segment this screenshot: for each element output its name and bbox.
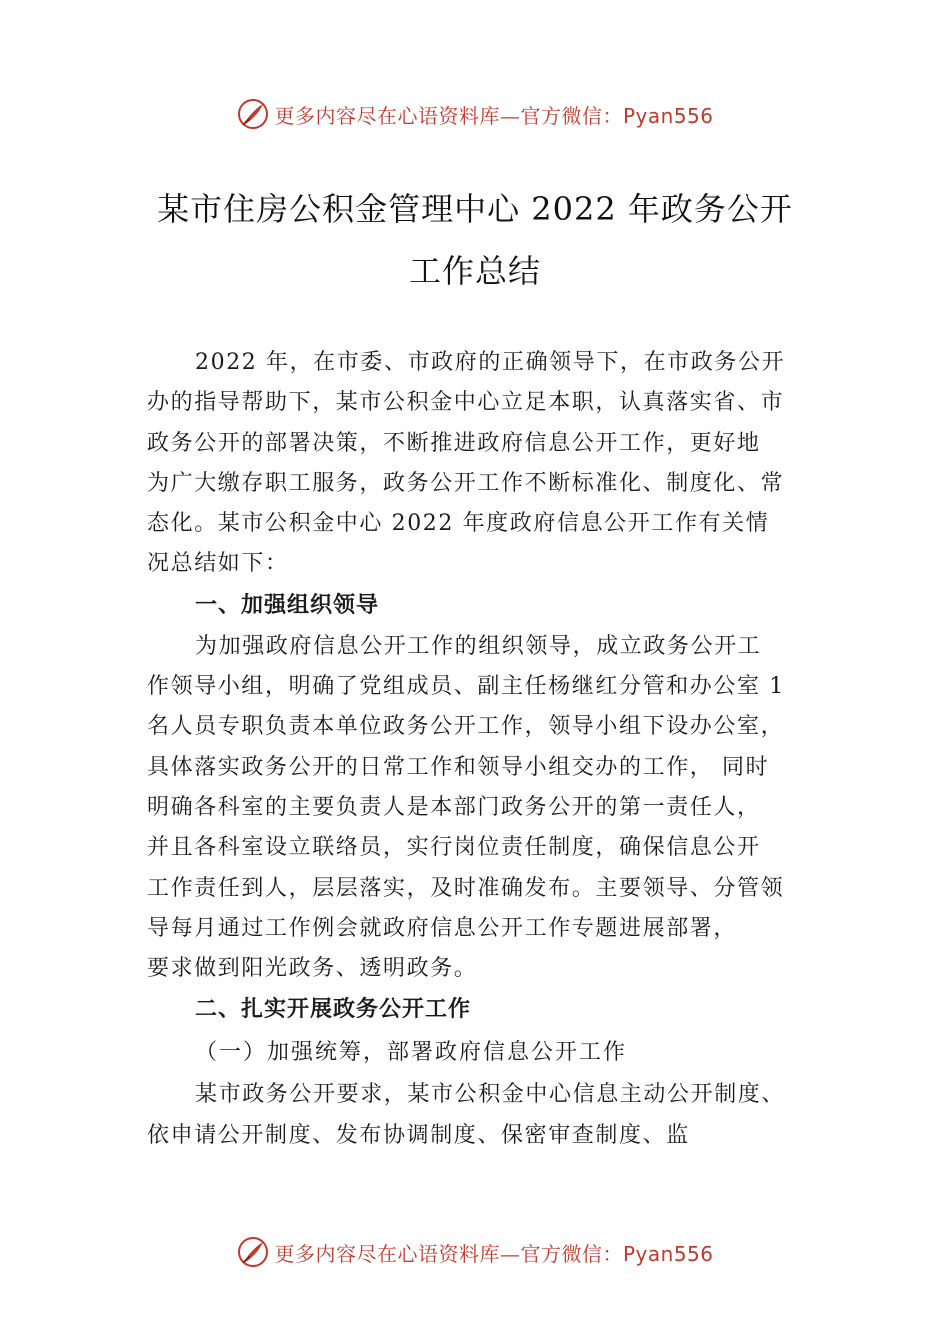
quill-pen-logo-icon <box>236 1235 270 1269</box>
text-line: 依申请公开制度、发布协调制度、保密审查制度、监 <box>147 1122 690 1148</box>
section-heading-2: 二、扎实开展政务公开工作 <box>195 997 472 1023</box>
watermark-text: 更多内容尽在心语资料库—官方微信：Pyan556 <box>274 103 714 128</box>
text-line: 办的指导帮助下，某市公积金中心立足本职，认真落实省、市 <box>147 390 785 416</box>
text-line: 要求做到阳光政务、透明政务。 <box>147 956 478 982</box>
text-line: 明确各科室的主要负责人是本部门政务公开的第一责任人， <box>147 794 761 820</box>
text-line: 具体落实政务公开的日常工作和领导小组交办的工作， 同时 <box>147 754 770 780</box>
watermark-text: 更多内容尽在心语资料库—官方微信：Pyan556 <box>274 1241 714 1266</box>
text-line: 态化。某市公积金中心 2022 年度政府信息公开工作有关情 <box>147 511 770 537</box>
title-line-2: 工作总结 <box>408 252 541 290</box>
watermark-banner-bottom <box>0 1232 950 1272</box>
text-line: 况总结如下： <box>147 551 289 577</box>
title-line-1: 某市住房公积金管理中心 2022 年政务公开 <box>157 190 793 228</box>
intro-paragraph <box>147 343 819 585</box>
section-heading-1: 一、加强组织领导 <box>195 592 380 618</box>
subsection-heading-1: （一）加强统筹，部署政府信息公开工作 <box>195 1040 628 1066</box>
text-line: 为加强政府信息公开工作的组织领导，成立政务公开工 <box>195 633 762 659</box>
document-body <box>147 343 819 1156</box>
section2-paragraph <box>147 1075 819 1156</box>
document-title <box>120 178 830 302</box>
section1-paragraph <box>147 627 819 990</box>
text-line: 政务公开的部署决策，不断推进政府信息公开工作，更好地 <box>147 430 761 456</box>
text-line: 为广大缴存职工服务，政务公开工作不断标准化、制度化、常 <box>147 470 785 496</box>
text-line: 作领导小组，明确了党组成员、副主任杨继红分管和办公室 1 <box>147 674 785 700</box>
text-line: 2022 年，在市委、市政府的正确领导下，在市政务公开 <box>195 350 786 375</box>
text-line: 某市政务公开要求，某市公积金中心信息主动公开制度、 <box>195 1082 786 1108</box>
text-line: 导每月通过工作例会就政府信息公开工作专题进展部署， <box>147 915 738 941</box>
text-line: 工作责任到人，层层落实，及时准确发布。主要领导、分管领 <box>147 875 785 901</box>
text-line: 名人员专职负责本单位政务公开工作，领导小组下设办公室， <box>147 714 785 740</box>
quill-pen-logo-icon <box>236 97 270 131</box>
text-line: 并且各科室设立联络员，实行岗位责任制度，确保信息公开 <box>147 835 761 861</box>
watermark-banner-top <box>0 94 950 134</box>
